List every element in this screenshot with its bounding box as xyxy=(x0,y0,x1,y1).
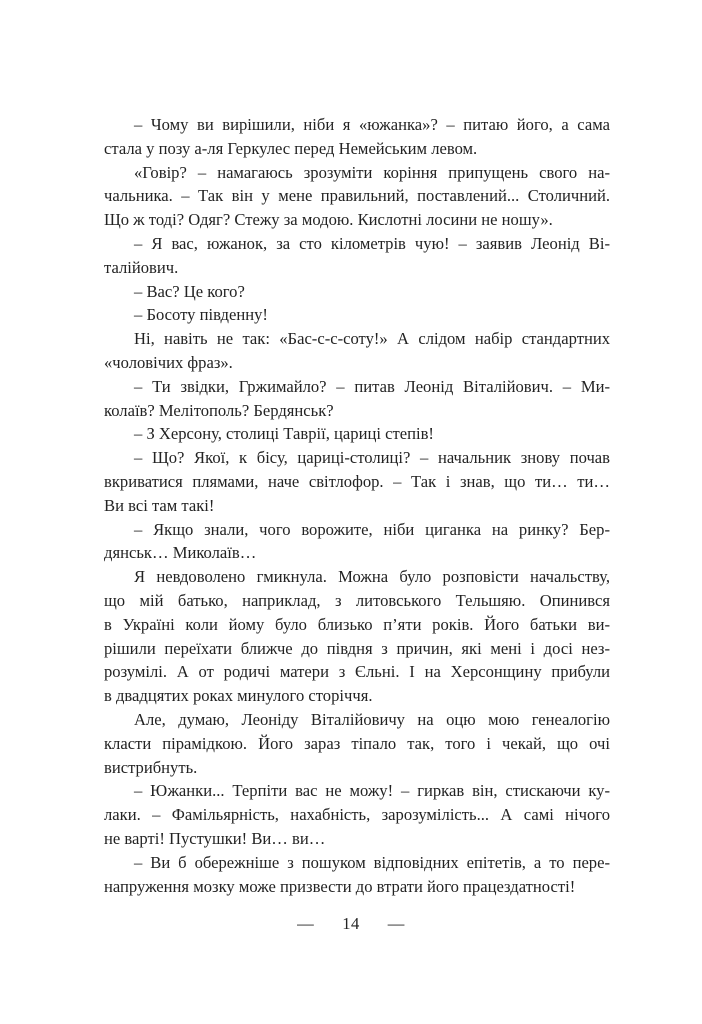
text-line: класти пірамідкою. Його зараз тіпало так, того і чекай, що очі xyxy=(104,733,610,753)
text-line: Ви всі там такі! xyxy=(104,495,215,515)
text-line: – Южанки... Терпіти вас не можу! – гиркав він, стискаючи ку- xyxy=(134,781,610,801)
text-line: дянськ… Миколаїв… xyxy=(104,543,257,563)
footer-dash-right: — xyxy=(387,914,405,933)
text-line: в двадцятих роках минулого сторіччя. xyxy=(104,686,373,706)
text-line: колаїв? Мелітополь? Бердянськ? xyxy=(104,400,334,420)
text-line: – Чому ви вирішили, ніби я «южанка»? – питаю його, а сама xyxy=(134,115,610,134)
body-text xyxy=(104,113,610,898)
text-line: – Ви б обережніше з пошуком відповідних епітетів, а то пере- xyxy=(134,852,610,872)
text-line: не варті! Пустушки! Ви… ви… xyxy=(104,828,326,848)
text-line: Ні, навіть не так: «Бас-с-с-соту!» А слідом набір стандартних xyxy=(134,329,610,349)
text-line: «чоловічих фраз». xyxy=(104,352,233,372)
text-line: Але, думаю, Леоніду Віталійовичу на оцю мою генеалогію xyxy=(134,709,610,729)
text-line: – Босоту південну! xyxy=(134,305,268,325)
text-line: «Говір? – намагаюсь зрозуміти коріння припущень свого на- xyxy=(134,162,610,182)
text-line: – Ти звідки, Гржимайло? – питав Леонід Віталійович. – Ми- xyxy=(134,376,610,396)
text-line: – Я вас, южанок, за сто кілометрів чую! – заявив Леонід Ві- xyxy=(134,233,610,253)
text-line: Я невдоволено гмикнула. Можна було розповісти начальству, xyxy=(134,567,610,587)
text-line: рішили переїхати ближче до півдня з причин, які мені і досі нез- xyxy=(104,638,610,658)
text-line: Що ж тоді? Одяг? Стежу за модою. Кислотні лосини не ношу». xyxy=(104,210,553,230)
text-line: розумілі. А от родичі матери з Єльні. І на Херсонщину прибули xyxy=(104,662,610,682)
text-line: – Що? Якої, к бісу, цариці-столиці? – начальник знову почав xyxy=(134,448,610,468)
text-line: – Вас? Це кого? xyxy=(134,281,245,301)
text-line: вистрибнуть. xyxy=(104,757,198,777)
text-line: що мій батько, наприклад, з литовського Тельшяю. Опинився xyxy=(104,590,610,610)
text-line: талійович. xyxy=(104,257,179,277)
footer-dash-left: — xyxy=(297,914,315,933)
page-number: 14 xyxy=(342,914,360,933)
text-line: вкриватися плямами, наче світлофор. – Так і знав, що ти… ти… xyxy=(104,471,610,491)
text-line: в Україні коли йому було близько п’яти років. Його батьки ви- xyxy=(104,614,610,634)
text-line: чальника. – Так він у мене правильний, поставлений... Столичний. xyxy=(104,186,610,206)
page-footer xyxy=(0,914,702,934)
text-line: – Якщо знали, чого ворожите, ніби циганка на ринку? Бер- xyxy=(134,519,610,539)
text-line: напруження мозку може призвести до втрати його працездатності! xyxy=(104,876,576,896)
text-line: лаки. – Фамільярність, нахабність, зарозумілість... А самі нічого xyxy=(104,805,610,825)
text-line: – З Херсону, столиці Таврії, цариці степів! xyxy=(134,424,434,444)
text-line: стала у позу а-ля Геркулес перед Немейським левом. xyxy=(104,138,478,158)
